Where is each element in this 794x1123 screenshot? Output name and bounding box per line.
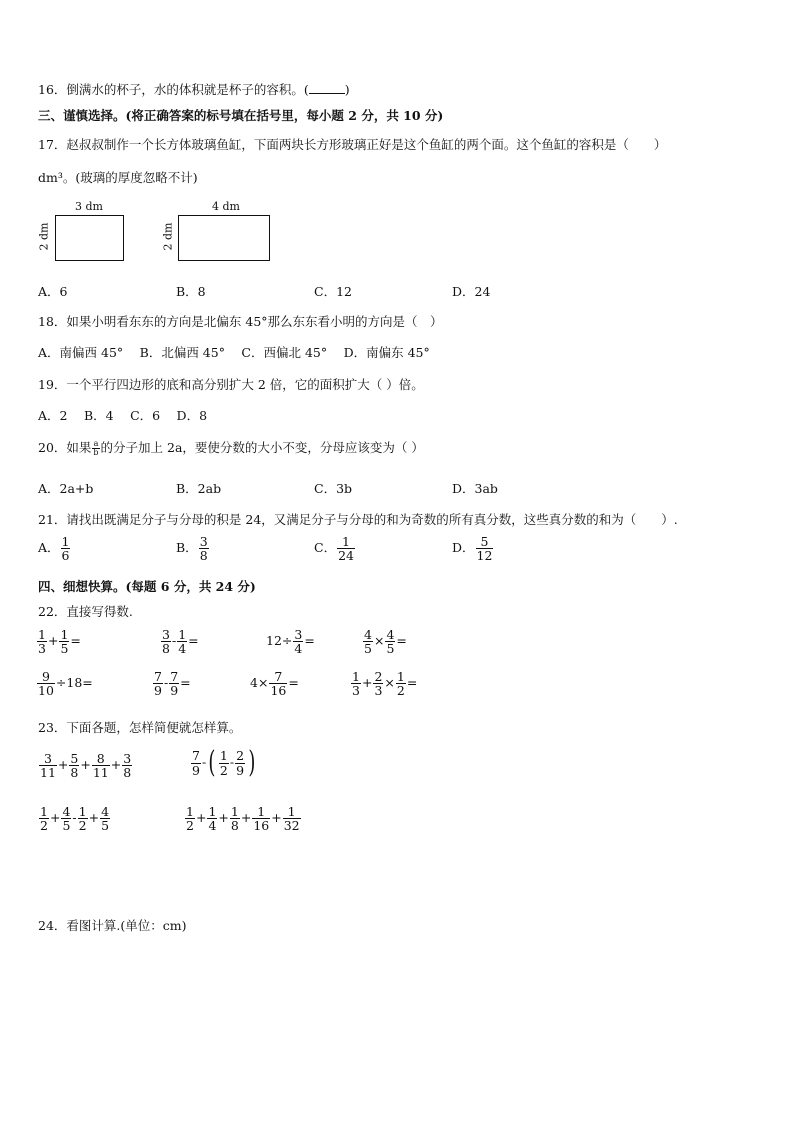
denominator: b	[93, 448, 99, 457]
rect1-top-label: 3 dm	[75, 200, 103, 213]
rect1-side-label: 2 dm	[37, 222, 51, 251]
numerator: a	[93, 438, 99, 448]
q20-option-d[interactable]: D．3ab	[452, 481, 498, 496]
q20-option-c[interactable]: C．3b	[314, 481, 353, 496]
q19-options[interactable]: A．2 B．4 C．6 D．8	[38, 408, 208, 423]
q21-option-d[interactable]: D． $\frac{5}{12}$	[452, 534, 493, 564]
question-22: 22．直接写得数.	[38, 604, 133, 619]
question-18: 18．如果小明看东东的方向是北偏东 45°那么东东看小明的方向是（ ）	[38, 314, 443, 329]
question-19: 19．一个平行四边形的底和高分别扩大 2 倍，它的面积扩大（ ）倍。	[38, 377, 424, 392]
rect2-side-label: 2 dm	[161, 222, 175, 251]
q23-expr-a: $\frac{3}{11}$ + $\frac{5}{8}$ + $\frac{8}{11}$ + $\frac{3}{8}$	[40, 751, 132, 781]
question-21: 21．请找出既满足分子与分母的积是 24，又满足分子与分母的和为奇数的所有真分数，这些真分数的和为（ ）.	[38, 512, 678, 527]
answer-blank[interactable]	[309, 81, 345, 94]
q22-expr-g: 4× $\frac{7}{16}$ =	[250, 669, 299, 699]
q22-expr-b: $\frac{3}{8}$ - $\frac{1}{4}$ =	[162, 627, 199, 657]
q17-option-a[interactable]: A．6	[38, 284, 68, 299]
q20-option-b[interactable]: B．2ab	[176, 481, 222, 496]
q23-expr-c: $\frac{1}{2}$ + $\frac{4}{5}$ - $\frac{1}{2}$ + $\frac{4}{5}$	[40, 804, 110, 834]
q20-post: 的分子加上 2a，要使分数的大小不变，分母应该变为（ ）	[100, 440, 424, 455]
q20-option-a[interactable]: A．2a+b	[38, 481, 94, 496]
question-24: 24．看图计算.(单位：cm)	[38, 918, 187, 933]
q22-expr-e: $\frac{9}{10}$ ÷18=	[38, 669, 93, 699]
q16-end: )	[344, 82, 350, 97]
question-16	[38, 80, 350, 98]
question-17-line-1: 17．赵叔叔制作一个长方体玻璃鱼缸，下面两块长方形玻璃正好是这个鱼缸的两个面。这个鱼缸的容积是（ ）	[38, 137, 667, 152]
section-4-heading: 四、细想快算。(每题 6 分，共 24 分)	[38, 579, 256, 594]
q21-option-b[interactable]: B． $\frac{3}{8}$	[176, 534, 208, 564]
q23-expr-b: $\frac{7}{9}$ -( $\frac{1}{2}$ - $\frac{2}{9}$ )	[192, 745, 256, 780]
q22-expr-c: 12÷ $\frac{3}{4}$ =	[266, 627, 315, 657]
q16-text: 16．倒满水的杯子，水的体积就是杯子的容积。(	[38, 82, 309, 97]
q17-option-d[interactable]: D．24	[452, 284, 491, 299]
rectangle-3x2	[55, 215, 124, 261]
section-3-heading: 三、谨慎选择。(将正确答案的标号填在括号里，每小题 2 分，共 10 分)	[38, 108, 444, 123]
question-20	[38, 438, 424, 457]
q21-option-a[interactable]: A． $\frac{1}{6}$	[38, 534, 70, 564]
q22-expr-h: $\frac{1}{3}$ + $\frac{2}{3}$ × $\frac{1}{2}$ =	[352, 669, 418, 699]
rect2-top-label: 4 dm	[212, 200, 240, 213]
q20-pre: 20．如果	[38, 440, 92, 455]
rectangle-4x2	[178, 215, 270, 261]
q17-option-c[interactable]: C．12	[314, 284, 352, 299]
q22-expr-f: $\frac{7}{9}$ - $\frac{7}{9}$ =	[154, 669, 191, 699]
question-17-line-2: dm³。(玻璃的厚度忽略不计)	[38, 170, 198, 185]
q22-expr-d: $\frac{4}{5}$ × $\frac{4}{5}$ =	[364, 627, 407, 657]
q17-option-b[interactable]: B．8	[176, 284, 206, 299]
question-23: 23．下面各题，怎样简便就怎样算。	[38, 720, 242, 735]
q23-expr-d: $\frac{1}{2}$ + $\frac{1}{4}$ + $\frac{1}{8}$ + $\frac{1}{16}$ + $\frac{1}{32}$	[186, 804, 300, 834]
q22-expr-a: $\frac{1}{3}$ + $\frac{1}{5}$ =	[38, 627, 81, 657]
q18-options[interactable]: A．南偏西 45° B．北偏西 45° C．西偏北 45° D．南偏东 45°	[38, 345, 430, 360]
q21-option-c[interactable]: C． $\frac{1}{24}$	[314, 534, 354, 564]
fraction-a-over-b	[92, 440, 99, 458]
